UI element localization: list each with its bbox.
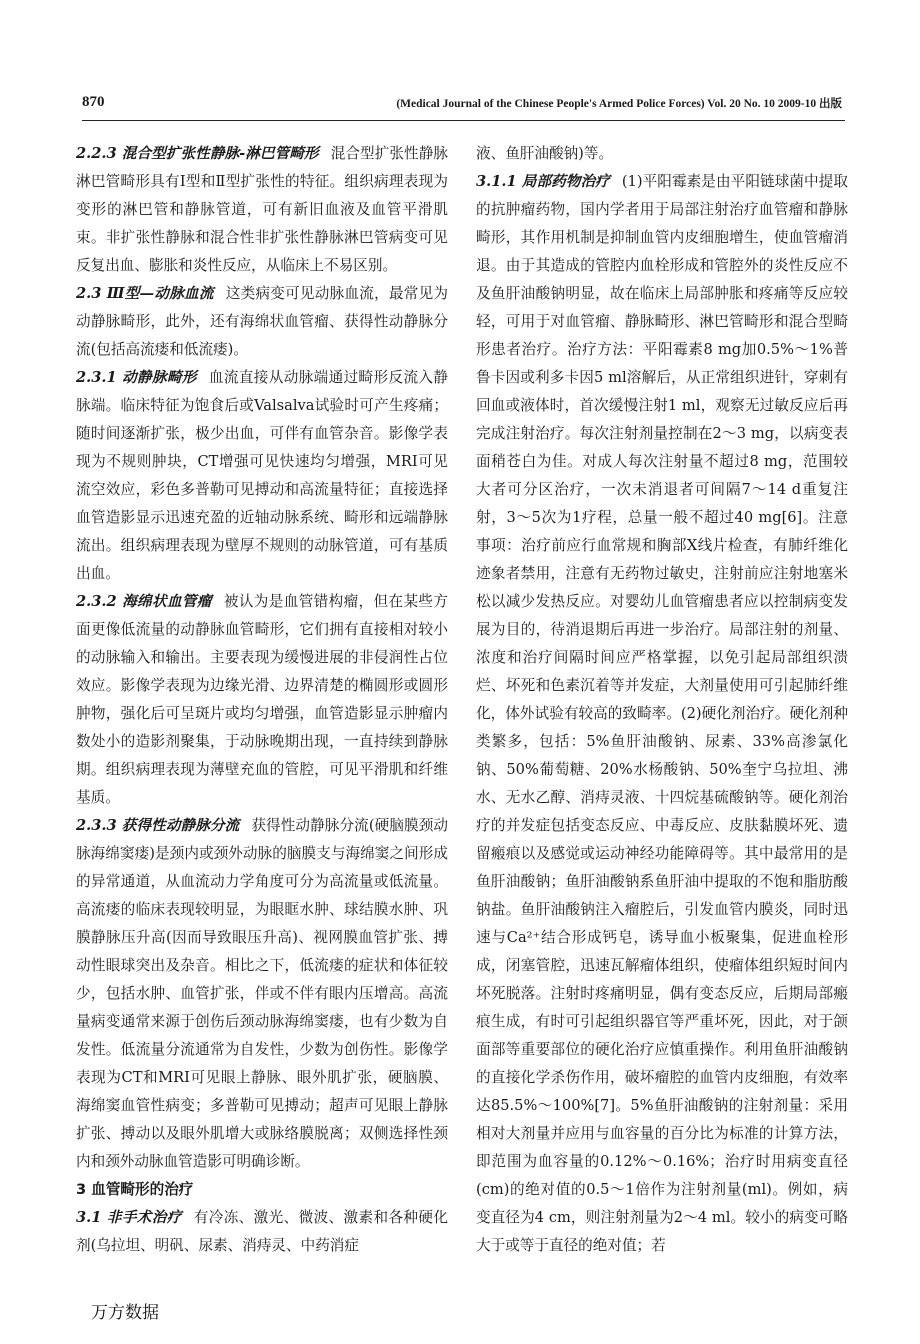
watermark: 万方数据 [91, 1303, 159, 1323]
left-column [76, 140, 448, 1260]
paragraph-text: 这类病变可见动脉血流，最常见为动静脉畸形，此外，还有海绵状血管瘤、获得性动静脉分流(包括高流瘘和低流瘘)。 [76, 285, 448, 358]
page-number: 870 [82, 94, 105, 110]
paragraph-text: 混合型扩张性静脉淋巴管畸形具有Ⅰ型和Ⅱ型扩张性的特征。组织病理表现为变形的淋巴管和静脉管道，可有新旧血液及血管平滑肌束。非扩张性静脉和混合性非扩张性静脉淋巴管病变可见反复出血、膨胀和炎性反应，从临床上不易区别。 [76, 145, 448, 274]
page-header [82, 92, 842, 116]
paragraph [76, 280, 448, 364]
paragraph-text: 血流直接从动脉端通过畸形反流入静脉端。临床特征为饱食后或Valsalva试验时可产生疼痛；随时间逐渐扩张，极少出血，可伴有血管杂音。影像学表现为不规则肿块，CT增强可见快速均匀增强，MRI可见流空效应，彩色多普勒可见搏动和高流量特征；直接选择血管造影显示迅速充盈的近轴动脉系统、畸形和远端静脉流出。组织病理表现为壁厚不规则的动脉管道，可有基质出血。 [76, 369, 448, 582]
paragraph-text: 获得性动静脉分流(硬脑膜颈动脉海绵窦瘘)是颈内或颈外动脉的脑膜支与海绵窦之间形成的异常通道，从血流动力学角度可分为高流量或低流量。高流瘘的临床表现较明显，为眼眶水肿、球结膜水肿、巩膜静脉压升高(因而导致眼压升高)、视网膜血管扩张、搏动性眼球突出及杂音。相比之下，低流瘘的症状和体征较少，包括水肿、血管扩张，伴或不伴有眼内压增高。高流量病变通常来源于创伤后颈动脉海绵窦瘘，也有少数为自发性。低流量分流通常为自发性，少数为创伤性。影像学表现为CT和MRI可见眼上静脉、眼外肌扩张，硬脑膜、海绵窦血管性病变；多普勒可见搏动；超声可见眼上静脉扩张、搏动以及眼外肌增大或脉络膜脱离；双侧选择性颈内和颈外动脉血管造影可明确诊断。 [76, 817, 448, 1170]
subsection-heading: 2.3 Ⅲ型—动脉血流 [76, 285, 214, 302]
right-column [476, 140, 848, 1260]
paragraph [76, 812, 448, 1176]
paragraph [76, 1204, 448, 1260]
paragraph-text: 被认为是血管错构瘤，但在某些方面更像低流量的动静脉血管畸形，它们拥有直接相对较小的动脉输入和输出。主要表现为缓慢进展的非侵润性占位效应。影像学表现为边缘光滑、边界清楚的椭圆形或圆形肿物，强化后可呈斑片或均匀增强，血管造影显示肿瘤内数处小的造影剂聚集，于动脉晚期出现，一直持续到静脉期。组织病理表现为薄壁充血的管腔，可见平滑肌和纤维基质。 [76, 593, 448, 806]
subsection-heading: 2.2.3 混合型扩张性静脉-淋巴管畸形 [76, 145, 319, 162]
section-heading: 3 血管畸形的治疗 [76, 1181, 194, 1198]
subsection-heading: 3.1 非手术治疗 [76, 1209, 182, 1226]
header-rule [82, 120, 845, 121]
paragraph [476, 168, 848, 1260]
subsection-heading: 2.3.2 海绵状血管瘤 [76, 593, 212, 610]
paragraph-text: 有冷冻、激光、微波、激素和各种硬化剂(乌拉坦、明矾、尿素、消痔灵、中药消症 [76, 1209, 448, 1254]
paragraph [76, 364, 448, 588]
subsection-heading: 2.3.1 动静脉畸形 [76, 369, 197, 386]
subsection-heading: 3.1.1 局部药物治疗 [476, 173, 610, 190]
paragraph [76, 588, 448, 812]
paragraph-text: 液、鱼肝油酸钠)等。 [476, 145, 614, 162]
journal-citation: (Medical Journal of the Chinese People's Armed Police Forces) Vol. 20 No. 10 2009-10 出版 [396, 98, 842, 110]
subsection-heading: 2.3.3 获得性动静脉分流 [76, 817, 240, 834]
paragraph [76, 140, 448, 280]
paragraph-text: (1)平阳霉素是由平阳链球菌中提取的抗肿瘤药物，国内学者用于局部注射治疗血管瘤和静脉畸形，其作用机制是抑制血管内皮细胞增生，使血管瘤消退。由于其造成的管腔内血栓形成和管腔外的炎性反应不及鱼肝油酸钠明显，故在临床上局部肿胀和疼痛等反应较轻，可用于对血管瘤、静脉畸形、淋巴管畸形和混合型畸形患者治疗。治疗方法：平阳霉素8 mg加0.5%～1%普鲁卡因或利多卡因5 ml溶解后，从正常组织进针，穿刺有回血或液体时，首次缓慢注射1 ml，观察无过敏反应后再完成注射治疗。每次注射剂量控制在2～3 mg，以病变表面稍苍白为佳。对成人每次注射量不超过8 mg，范围较大者可分区治疗，一次未消退者可间隔7～14 d重复注射，3～5次为1疗程，总量一般不超过40 mg[6]。注意事项：治疗前应行血常规和胸部X线片检查，有肺纤维化迹象者禁用，注意有无药物过敏史，注射前应注射地塞米松以减少发热反应。对婴幼儿血管瘤患者应以控制病变发展为目的，待消退期后再进一步治疗。局部注射的剂量、浓度和治疗间隔时间应严格掌握，以免引起局部组织溃烂、坏死和色素沉着等并发症，大剂量使用可引起肺纤维化，体外试验有较高的致畸率。(2)硬化剂治疗。硬化剂种类繁多，包括：5%鱼肝油酸钠、尿素、33%高渗氯化钠、50%葡萄糖、20%水杨酸钠、50%奎宁乌拉坦、沸水、无水乙醇、消痔灵液、十四烷基硫酸钠等。硬化剂治疗的并发症包括变态反应、中毒反应、皮肤黏膜坏死、遗留瘢痕以及感觉或运动神经功能障碍等。其中最常用的是鱼肝油酸钠；鱼肝油酸钠系鱼肝油中提取的不饱和脂肪酸钠盐。鱼肝油酸钠注入瘤腔后，引发血管内膜炎，同时迅速与Ca²⁺结合形成钙皂，诱导血小板聚集，促进血栓形成，闭塞管腔，迅速瓦解瘤体组织，使瘤体组织短时间内坏死脱落。注射时疼痛明显，偶有变态反应，后期局部瘢痕生成，有时可引起组织器官等严重坏死，因此，对于颌面部等重要部位的硬化治疗应慎重操作。利用鱼肝油酸钠的直接化学杀伤作用，破坏瘤腔的血管内皮细胞，有效率达85.5%～100%[7]。5%鱼肝油酸钠的注射剂量：采用相对大剂量并应用与血容量的百分比为标准的计算方法，即范围为血容量的0.12%～0.16%；治疗时用病变直径(cm)的绝对值的0.5～1倍作为注射剂量(ml)。例如，病变直径为4 cm，则注射剂量为2～4 ml。较小的病变可略大于或等于直径的绝对值；若 [476, 173, 848, 1254]
